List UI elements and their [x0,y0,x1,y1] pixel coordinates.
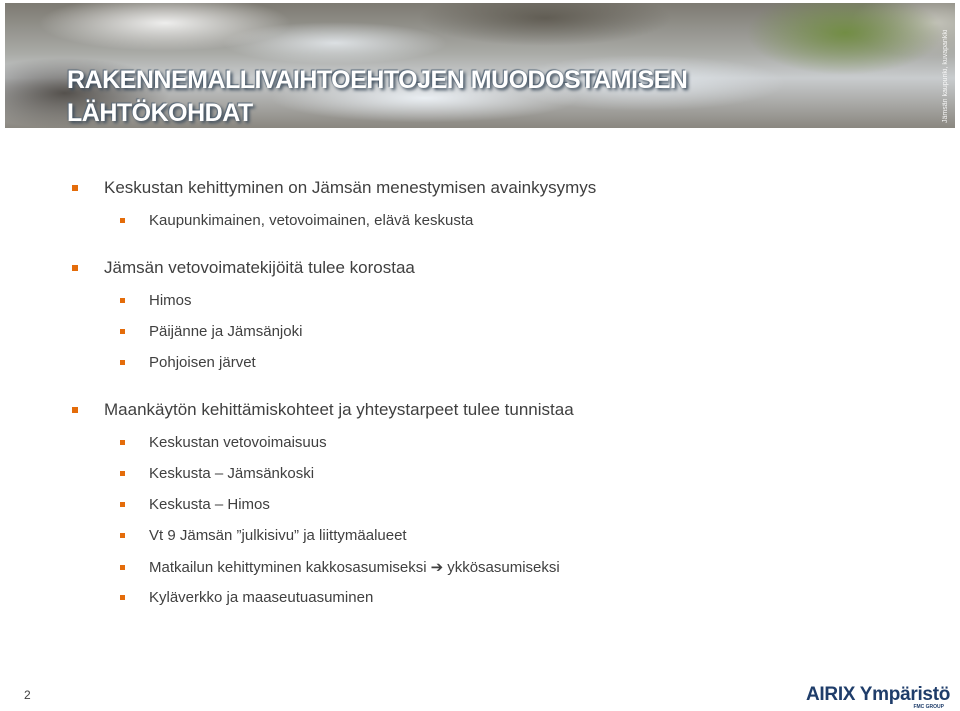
sub-bullet-item [120,354,256,371]
logo-subtext: FMC GROUP [913,704,944,710]
sub-bullet-item [120,589,373,606]
bullet-text: Keskustan vetovoimaisuus [149,434,327,451]
sub-bullet-item [120,434,327,451]
bullet-text: Jämsän vetovoimatekijöitä tulee korostaa [104,258,415,277]
bullet-text: Keskusta – Himos [149,496,270,513]
slide-title-line2: LÄHTÖKOHDAT [67,99,253,127]
square-bullet-icon [120,218,125,223]
page-number: 2 [24,688,31,702]
bullet-text: Maankäytön kehittämiskohteet ja yhteystarpeet tulee tunnistaa [104,400,574,419]
square-bullet-icon [120,533,125,538]
photo-credit: Jämsän kaupunki, kuvapankki [942,29,949,123]
bullet-item [72,178,596,198]
bullet-text: Himos [149,292,192,309]
sub-bullet-item [120,212,473,229]
right-arrow-icon: ➔ [430,558,444,576]
square-bullet-icon [120,440,125,445]
airix-logo [806,684,951,710]
sub-bullet-item [120,292,192,309]
sub-bullet-item [120,496,270,513]
sub-bullet-item [120,527,407,544]
square-bullet-icon [120,298,125,303]
square-bullet-icon [72,407,78,413]
bullet-item [72,258,415,278]
bullet-text: Kaupunkimainen, vetovoimainen, elävä keskusta [149,212,474,229]
sub-bullet-item [120,558,560,576]
bullet-text: Päijänne ja Jämsänjoki [149,323,303,340]
square-bullet-icon [120,471,125,476]
bullet-text: Matkailun kehittyminen kakkosasumiseksi [149,558,427,576]
square-bullet-icon [120,565,125,570]
square-bullet-icon [120,502,125,507]
bullet-text: Pohjoisen järvet [149,354,256,371]
bullet-text: Keskusta – Jämsänkoski [149,465,315,482]
bullet-text: Kyläverkko ja maaseutuasuminen [149,589,374,606]
logo-text: AIRIX Ympäristö [806,684,951,705]
bullet-text: Keskustan kehittyminen on Jämsän menestymisen avainkysymys [104,178,597,197]
bullet-text: ykkösasumiseksi [447,558,560,576]
square-bullet-icon [72,185,78,191]
slide-title-line1: RAKENNEMALLIVAIHTOEHTOJEN MUODOSTAMISEN [67,66,688,94]
sub-bullet-item [120,465,314,482]
square-bullet-icon [120,595,125,600]
square-bullet-icon [120,360,125,365]
square-bullet-icon [72,265,78,271]
square-bullet-icon [120,329,125,334]
bullet-text: Vt 9 Jämsän ”julkisivu” ja liittymäalueet [149,527,407,544]
sub-bullet-item [120,323,302,340]
bullet-item [72,400,574,420]
